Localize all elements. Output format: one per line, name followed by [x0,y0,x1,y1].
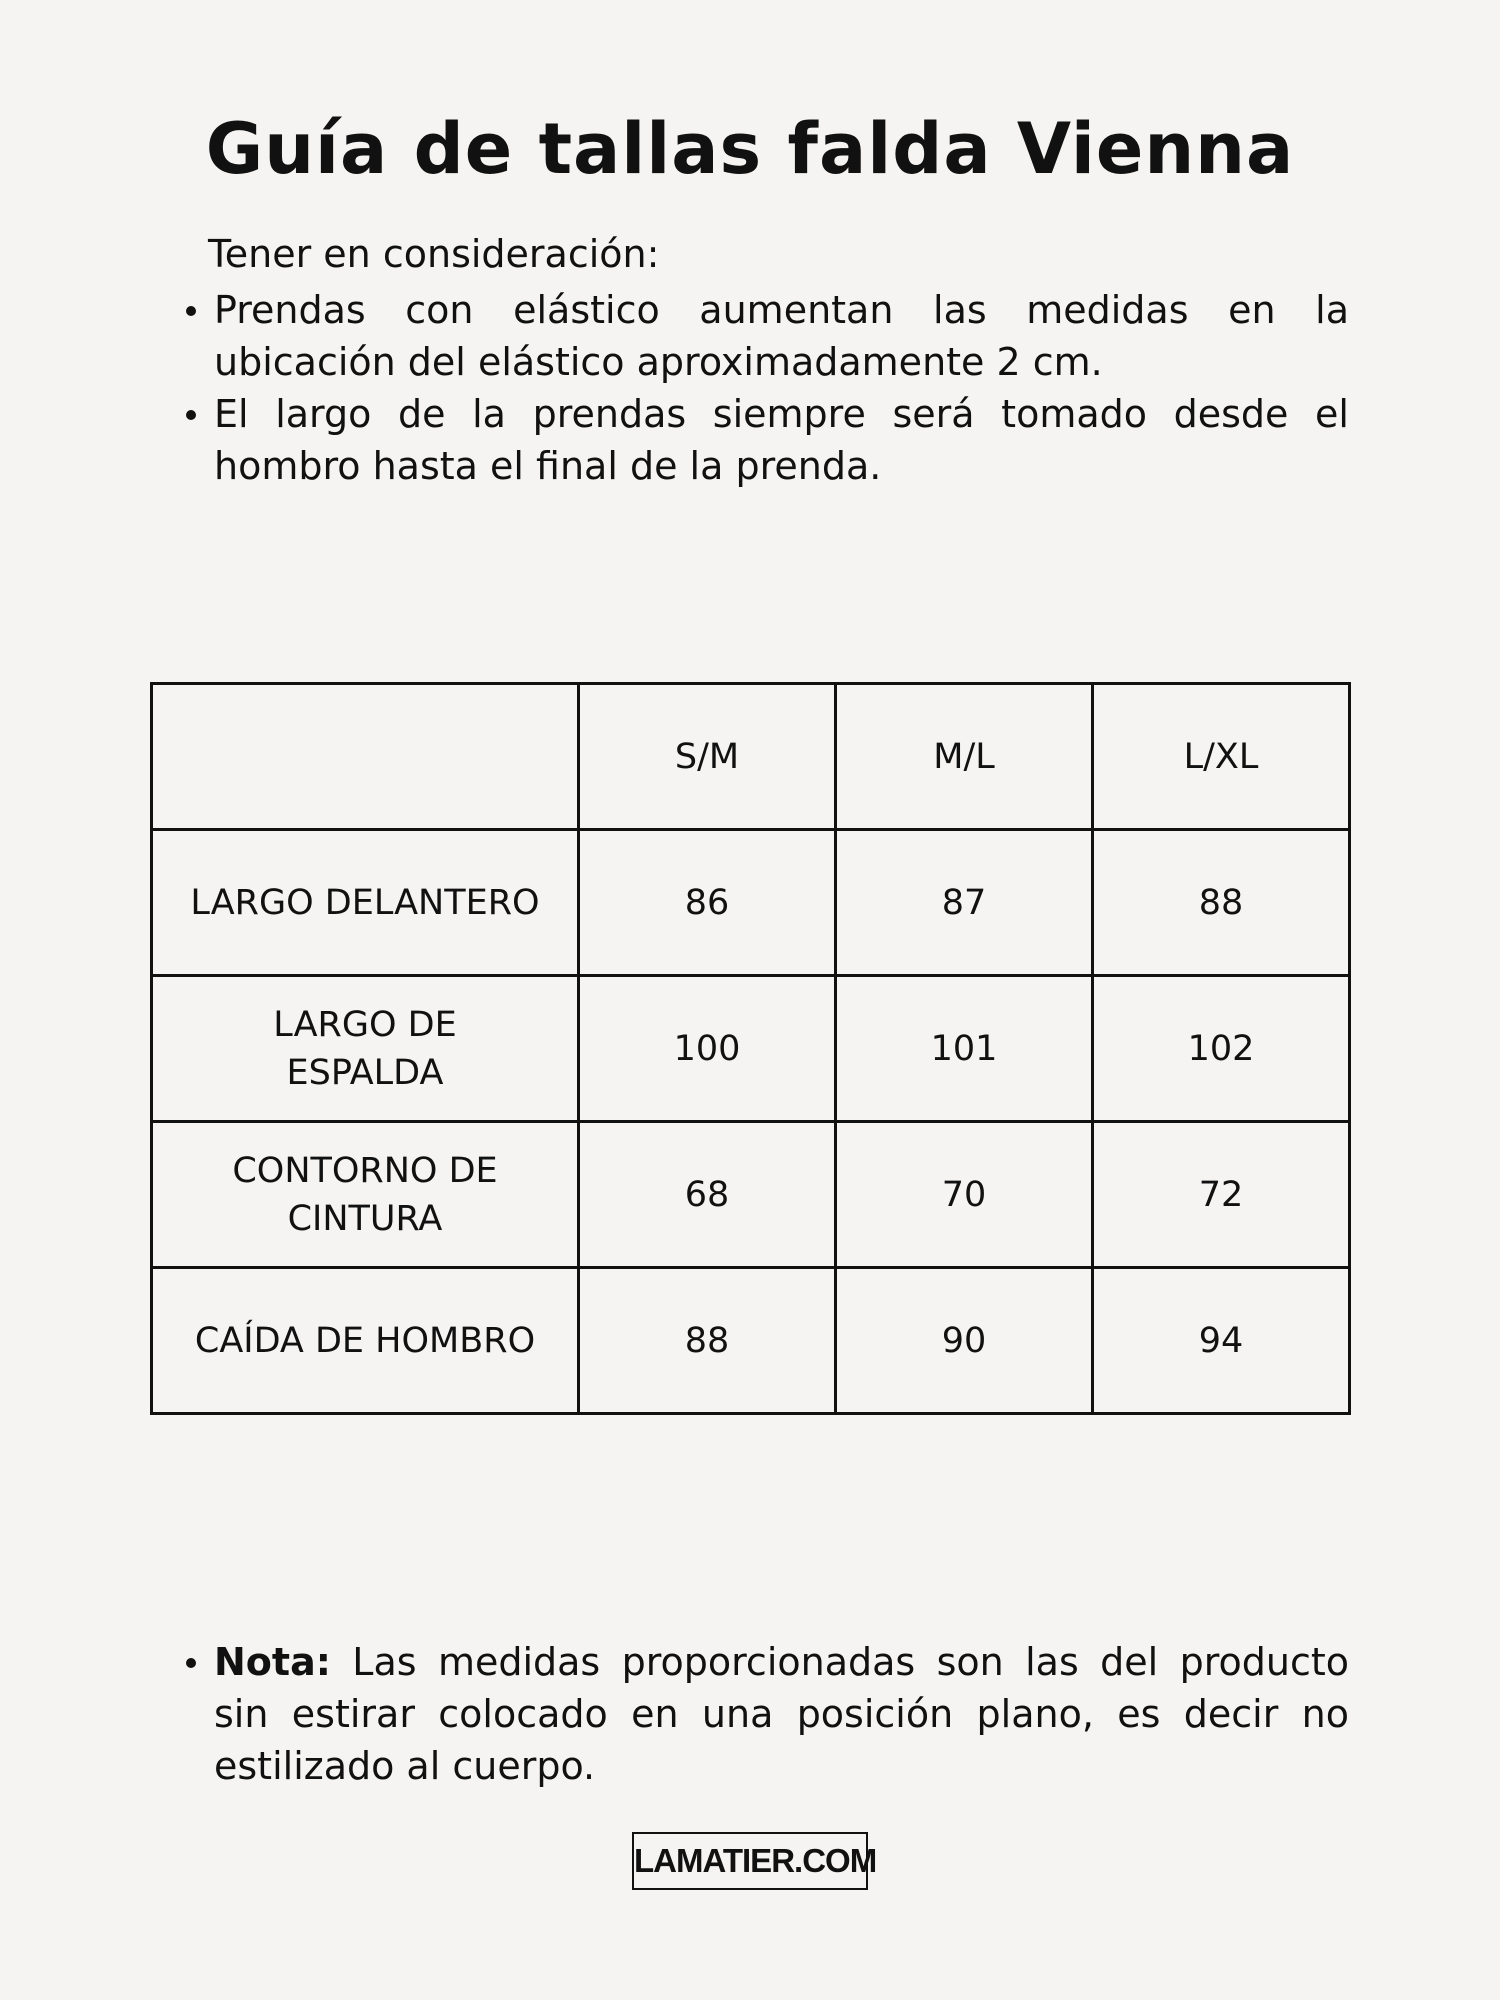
table-cell: 72 [1093,1122,1350,1268]
table-cell: 94 [1093,1268,1350,1414]
table-cell: 68 [579,1122,836,1268]
header-cell-empty [152,684,579,830]
row-label: LARGO DELANTERO [152,830,579,976]
note-paragraph [214,1636,1349,1792]
table-row [152,1122,1350,1268]
page-title: Guía de tallas falda Vienna [205,108,1295,190]
table-header-row [152,684,1350,830]
table-cell: 86 [579,830,836,976]
brand-logo: LAMATIER.COM [632,1832,868,1890]
table-cell: 87 [836,830,1093,976]
table-cell: 70 [836,1122,1093,1268]
intro-text: Tener en consideración: [208,232,660,276]
table-cell: 88 [579,1268,836,1414]
size-table [150,682,1351,1415]
note-label: Nota: [214,1640,331,1684]
table-cell: 101 [836,976,1093,1122]
row-label [152,976,579,1122]
row-label [152,1122,579,1268]
table-cell: 90 [836,1268,1093,1414]
row-label-text: LARGO DE ESPALDA [273,1004,457,1093]
list-item: Prendas con elástico aumentan las medidas en la ubicación del elástico aproximadamente 2 cm. [214,284,1349,388]
note-text: Las medidas proporcionadas son las del producto sin estirar colocado en una posición plano, es decir no estilizado al cuerpo. [214,1640,1349,1788]
table-row [152,1268,1350,1414]
header-cell-lxl: L/XL [1093,684,1350,830]
table-row [152,976,1350,1122]
table-row [152,830,1350,976]
table-cell: 102 [1093,976,1350,1122]
row-label: CAÍDA DE HOMBRO [152,1268,579,1414]
header-cell-sm: S/M [579,684,836,830]
list-item: El largo de la prendas siempre será tomado desde el hombro hasta el final de la prenda. [214,388,1349,492]
considerations-list [0,284,1500,492]
table-cell: 100 [579,976,836,1122]
row-label-text: CONTORNO DE CINTURA [232,1150,498,1239]
table-cell: 88 [1093,830,1350,976]
header-cell-ml: M/L [836,684,1093,830]
